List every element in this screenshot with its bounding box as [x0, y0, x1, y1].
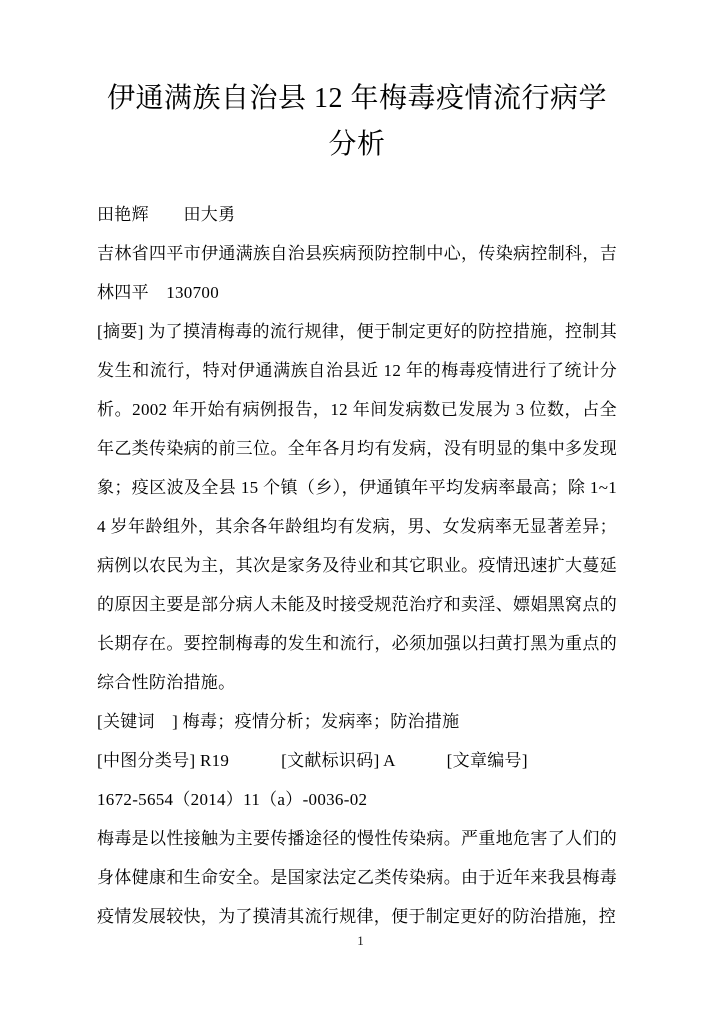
affiliation-line: 吉林省四平市伊通满族自治县疾病预防控制中心，传染病控制科，吉林四平 130700: [97, 244, 617, 302]
page-number: 1: [357, 933, 364, 948]
authors-line: 田艳辉 田大勇: [97, 205, 236, 224]
page-title: 伊通满族自治县 12 年梅毒疫情流行病学分析: [106, 83, 607, 160]
classification-line: [中图分类号] R19 [文献标识码] A [文章编号]: [97, 751, 528, 770]
keywords-line: [关键词 ] 梅毒；疫情分析；发病率；防治措施: [97, 712, 460, 731]
abstract-paragraph: [摘要] 为了摸清梅毒的流行规律，便于制定更好的防控措施，控制其发生和流行，特对伊通满族自治县近 12 年的梅毒疫情进行了统计分析。2002 年开始有病例报告，12 年间发病数已发展为 3 位数，占全年乙类传染病的前三位。全年各月均有发病，没有明显的集中多发现象；疫区波及全县 15 个镇（乡），伊通镇年平均发病率最高；除 1~14 岁年龄组外，其余各年龄组均有发病，男、女发病率无显著差异；病例以农民为主，其次是家务及待业和其它职业。疫情迅速扩大蔓延的原因主要是部分病人未能及时接受规范治疗和卖淫、嫖娼黑窝点的长期存在。要控制梅毒的发生和流行，必须加强以扫黄打黑为重点的综合性防治措施。: [97, 322, 617, 692]
article-number-line: 1672-5654（2014）11（a）-0036-02: [97, 790, 368, 809]
intro-paragraph: 梅毒是以性接触为主要传播途径的慢性传染病。严重地危害了人们的身体健康和生命安全。是国家法定乙类传染病。由于近年来我县梅毒疫情发展较快，为了摸清其流行规律，便于制定更好的防治措施，控: [97, 829, 617, 926]
